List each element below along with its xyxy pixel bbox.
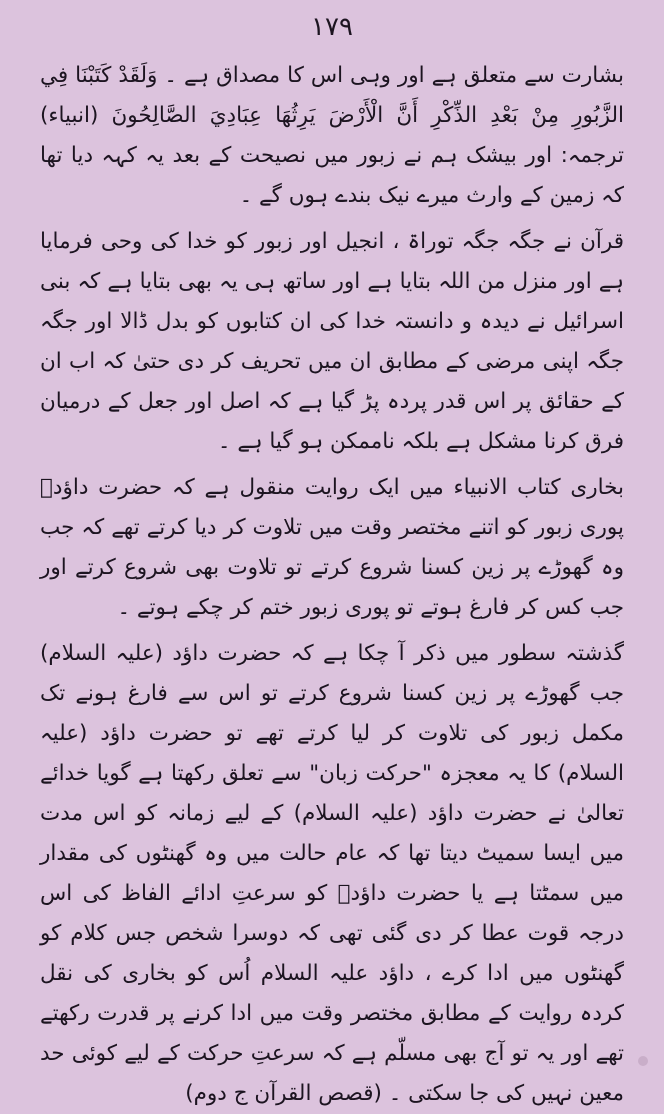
paragraph-4: گذشتہ سطور میں ذکر آ چکا ہے کہ حضرت داؤد (علیہ السلام) جب گھوڑے پر زین کسنا شروع کرتے تو اس سے فارغ ہونے تک مکمل زبور کی تلاوت کر لیا کرتے تھے تو حضرت داؤد (علیہ السلام) کا یہ معجزہ "حرکت زبان" سے تعلق رکھتا ہے گویا خدائے تعالیٰ نے حضرت داؤد (علیہ السلام) کے لیے زمانہ کو اس مدت میں ایسا سمیٹ دیتا تھا کہ عام حالت میں وہ گھنٹوں کی مقدار میں سمٹتا ہے یا حضرت داؤدؑ کو سرعتِ ادائے الفاظ کی اس درجہ قوت عطا کر دی گئی تھی کہ دوسرا شخص جس کلام کو گھنٹوں میں ادا کرے ، داؤد علیہ السلام اُس کو بخاری کی نقل کردہ روایت کے مطابق مختصر وقت میں ادا کرنے پر قدرت رکھتے تھے اور یہ تو آج بھی مسلّم ہے کہ سرعتِ حرکت کے لیے کوئی حد معین نہیں کی جا سکتی ۔ (قصص القرآن ج دوم) [40,641,624,1106]
paragraph-3: بخاری کتاب الانبیاء میں ایک روایت منقول ہے کہ حضرت داؤدؑ پوری زبور کو اتنے مختصر وقت میں تلاوت کر دیا کرتے تھے کہ جب وہ گھوڑے پر زین کسنا شروع کرتے تو تلاوت بھی شروع کرتے اور جب کس کر فارغ ہوتے تو پوری زبور ختم کر چکے ہوتے ۔ [40,475,624,620]
page-number: ۱۷۹ [311,12,353,42]
paper-spot [638,1056,648,1066]
page-body [40,56,624,1114]
paragraph-2: قرآن نے جگہ جگہ توراۃ ، انجیل اور زبور کو خدا کی وحی فرمایا ہے اور منزل من اللہ بتایا ہے اور ساتھ ہی یہ بھی بتایا ہے کہ بنی اسرائیل نے دیدہ و دانستہ خدا کی ان کتابوں کو بدل ڈالا اور جگہ جگہ اپنی مرضی کے مطابق ان میں تحریف کر دی حتیٰ کہ اب ان کے حقائق پر اس قدر پردہ پڑ گیا ہے کہ اصل اور جعل کے درمیان فرق کرنا مشکل ہے بلکہ ناممکن ہو گیا ہے ۔ [40,229,624,454]
paragraph-1: بشارت سے متعلق ہے اور وہی اس کا مصداق ہے ۔ وَلَقَدْ كَتَبْنَا فِي الزَّبُورِ مِنْ بَعْدِ الذِّكْرِ أَنَّ الْأَرْضَ يَرِثُهَا عِبَادِيَ الصَّالِحُونَ (انبیاء) ترجمہ: اور بیشک ہم نے زبور میں نصیحت کے بعد یہ کہہ دیا تھا کہ زمین کے وارث میرے نیک بندے ہوں گے ۔ [40,63,624,208]
